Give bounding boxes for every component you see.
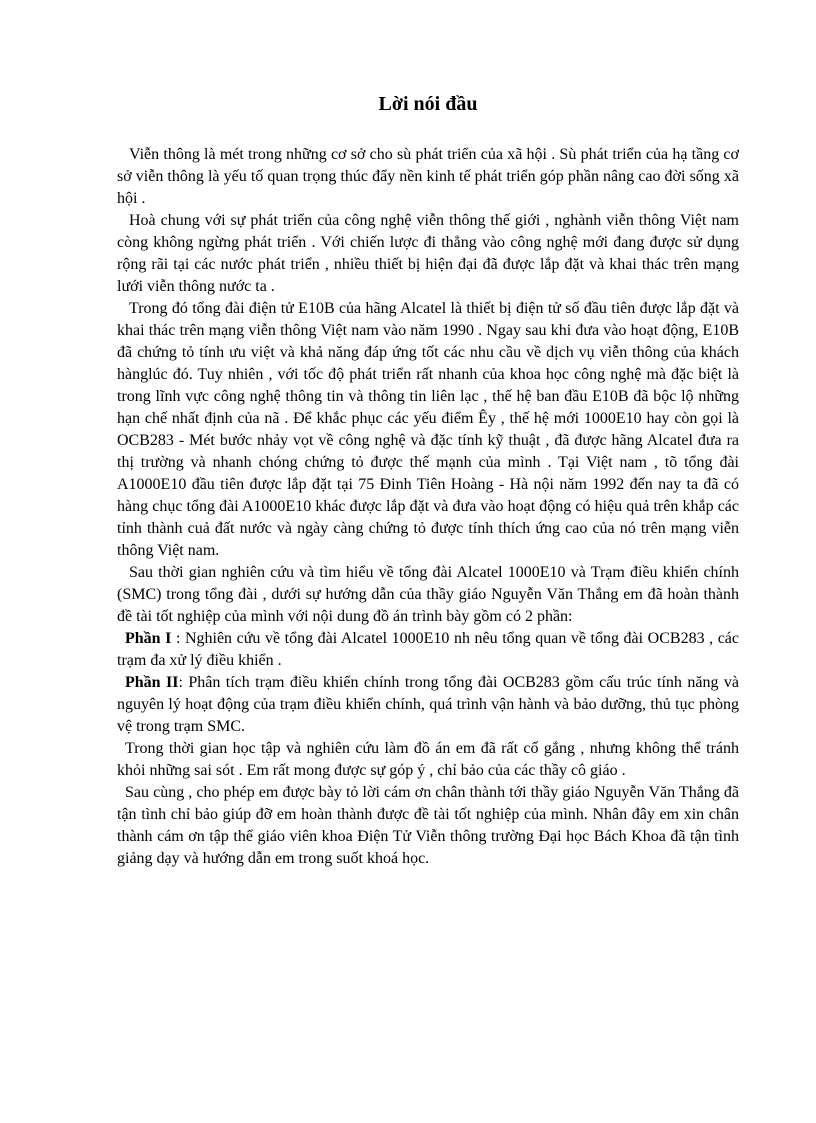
part-1-text: : Nghiên cứu về tổng đài Alcatel 1000E10 nh nêu tổng quan về tổng đài OCB283 , các trạm đa xử lý điều khiển . (117, 630, 740, 669)
paragraph-part-2 (117, 672, 739, 738)
part-2-text: : Phân tích trạm điều khiển chính trong tổng đài OCB283 gồm cấu trúc tính năng và nguyên lý hoạt động của trạm điều khiển chính, quá trình vận hành và bảo dưỡng, thủ tục phòng vệ trong trạm SMC. (117, 674, 739, 735)
paragraph-thesis-scope: Sau thời gian nghiên cứu và tìm hiểu về tổng đài Alcatel 1000E10 và Trạm điều khiển chính (SMC) trong tổng đài , dưới sự hướng dẫn của thầy giáo Nguyễn Văn Thắng em đã hoàn thành đề tài tốt nghiệp của mình với nội dung đồ án trình bày gồm có 2 phần: (117, 564, 739, 625)
paragraph-part-1 (117, 628, 739, 672)
part-2-label: Phần II (125, 674, 179, 691)
paragraph-thanks: Sau cùng , cho phép em được bày tỏ lời cám ơn chân thành tới thầy giáo Nguyễn Văn Thắng đã tận tình chỉ bảo giúp đỡ em hoàn thành được đề tài tốt nghiệp của mình. Nhân đây em xin chân thành cám ơn tập thể giáo viên khoa Điện Tử Viễn thông trường Đại học Bách Khoa đã tận tình giảng dạy và hướng dẫn em trong suốt khoá học. (117, 784, 739, 867)
part-1-label: Phần I (125, 630, 172, 647)
paragraph-e10b: Trong đó tổng đài điện tử E10B của hãng Alcatel là thiết bị điện tử số đầu tiên được lắp đặt và khai thác trên mạng viễn thông Việt nam vào năm 1990 . Ngay sau khi đưa vào hoạt động, E10B đã chứng tỏ tính ưu việt và khả năng đáp ứng tốt các nhu cầu về dịch vụ viễn thông của khách hànglúc đó. Tuy nhiên , với tốc độ phát triển rất nhanh của khoa học công nghệ mà đặc biệt là trong lĩnh vực công nghệ thông tin và thông tin liên lạc , thế hệ ban đầu E10B đã bộc lộ những hạn chế nhất định của nã . Để khắc phục các yếu điểm Êy , thế hệ mới 1000E10 hay còn gọi là OCB283 - Mét bước nhảy vọt về công nghệ và đặc tính kỹ thuật , đã được hãng Alcatel đưa ra thị trường và nhanh chóng chứng tỏ được thế mạnh của mình . Tại Việt nam , tõ tổng đài A1000E10 đầu tiên được lắp đặt tại 75 Đinh Tiên Hoàng - Hà nội năm 1992 đến nay ta đã có hàng chục tổng đài A1000E10 khác được lắp đặt và đưa vào hoạt động có hiệu quả trên khắp các tỉnh thành cuả đất nước và ngày càng chứng tỏ được tính thích ứng cao của nó trên mạng viễn thông Việt nam. (117, 300, 739, 559)
paragraph-apology: Trong thời gian học tập và nghiên cứu làm đồ án em đã rất cố gắng , nhưng không thể tránh khỏi những sai sót . Em rất mong được sự góp ý , chỉ bảo của các thầy cô giáo . (117, 740, 739, 779)
paragraph-intro: Viễn thông là mét trong những cơ sở cho sù phát triển của xã hội . Sù phát triển của hạ tầng cơ sở viễn thông là yếu tố quan trọng thúc đẩy nền kinh tế phát triển góp phần nâng cao đời sống xã hội . (117, 146, 739, 207)
page-title: Lời nói đầu (378, 93, 478, 115)
paragraph-development: Hoà chung với sự phát triển của công nghệ viễn thông thế giới , nghành viễn thông Việt nam còng không ngừng phát triển . Với chiến lược đi thẳng vào công nghệ mới đang được sử dụng rộng rãi tại các nước phát triển , nhiều thiết bị hiện đại đã được lắp đặt và khai thác trên mạng lưới viễn thông nước ta . (117, 212, 739, 295)
document-page (117, 92, 739, 870)
